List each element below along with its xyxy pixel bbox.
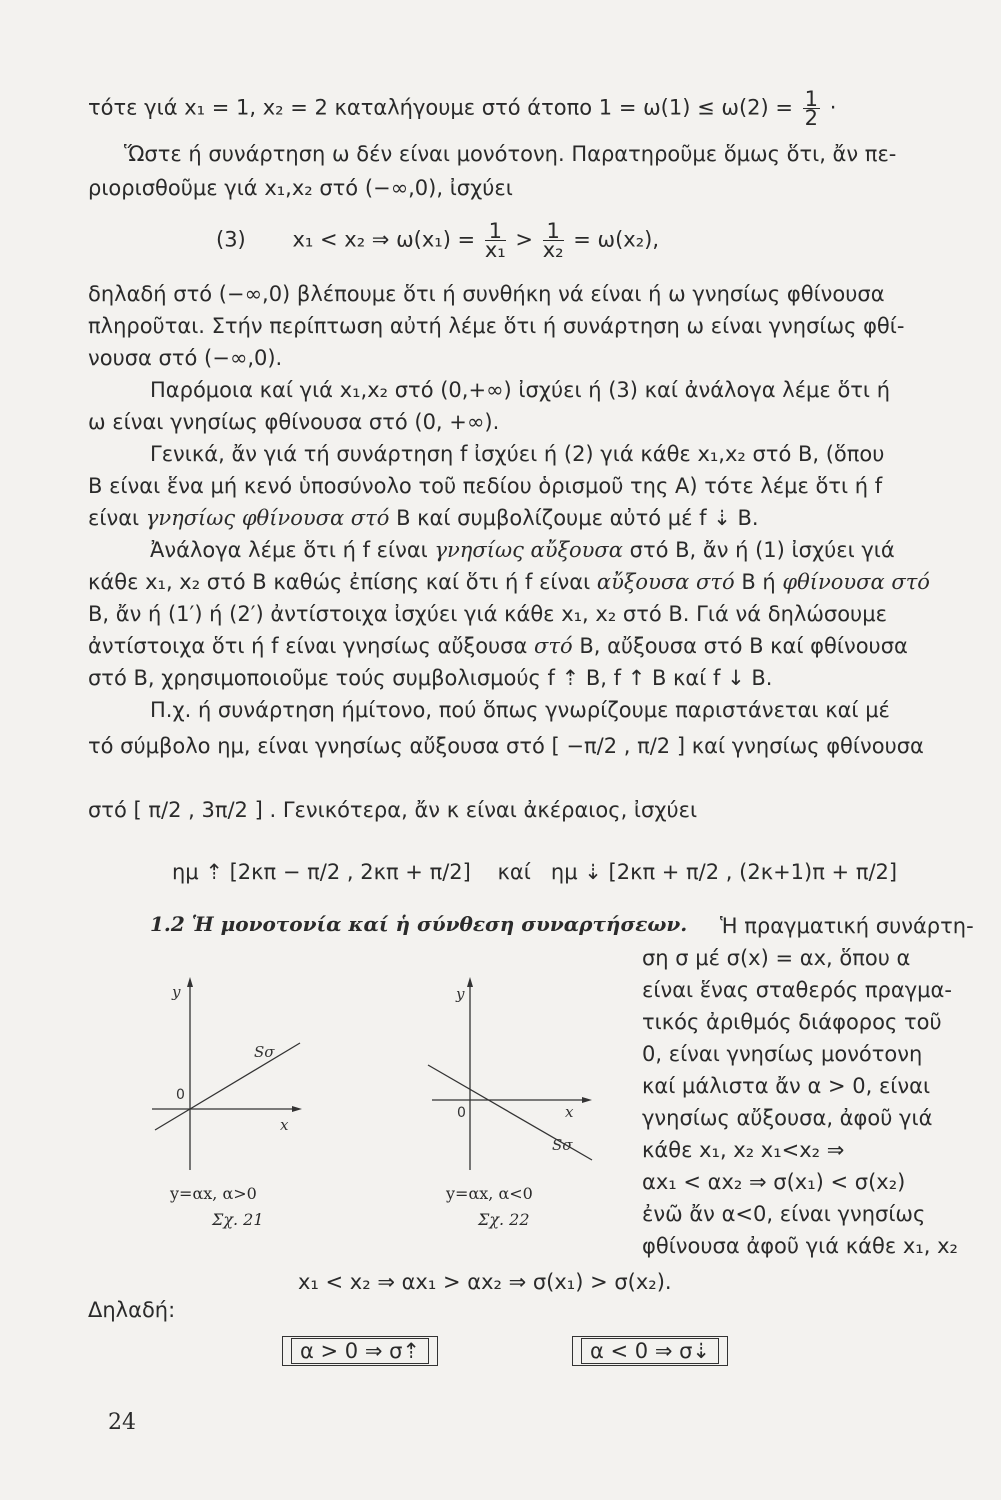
emphasis: φθίνουσα στό [782,570,930,594]
right-col-3: είναι ἕνας σταθερός πραγμα- [642,978,952,1002]
emphasis: στό [534,634,573,658]
text: στό B, ἄν ή (1) ἰσχύει γιά [629,538,895,562]
fraction [484,219,506,262]
box-increasing [282,1336,438,1366]
frac-den: x₁ [484,238,506,262]
interval: [ −π/2 , π/2 ] [551,734,686,758]
text: ημ ⇣ [2κπ + π/2 , (2κ+1)π + π/2] [550,860,898,884]
figure-21-caption: y=αx, α>0 [170,1184,257,1203]
dilladi-label: Δηλαδή: [88,1298,176,1322]
frac-den: 2 [804,106,819,130]
text-line-16 [88,632,908,660]
x-axis-arrow [292,1106,302,1112]
text-line-19 [88,732,924,760]
equation-label: (3) [216,227,246,252]
box-text: α < 0 ⇒ σ⇣ [581,1338,719,1364]
box-decreasing [572,1336,728,1366]
right-col-9: αx₁ < αx₂ ⇒ σ(x₁) < σ(x₂) [642,1170,906,1194]
section-number: 1.2 [150,912,185,936]
text: x₁ < x₂ ⇒ ω(x₁) = [292,227,476,252]
figure-21 [150,975,310,1175]
text: . Γενικότερα, ἄν κ είναι ἀκέραιος, ἰσχύει [269,798,698,822]
equation-3 [216,219,660,262]
figure-22 [420,975,620,1175]
text: Ἀνάλογα λέμε ὅτι ή f είναι [150,538,428,562]
text: ἀντίστοιχα ὅτι ή f είναι γνησίως αὔξουσα [88,634,528,658]
text: καί γνησίως φθίνουσα [691,734,924,758]
text-line-5: δηλαδή στό (−∞,0) βλέπουμε ὅτι ή συνθήκη νά είναι ή ω γνησίως φθίνουσα [88,282,885,306]
text: B, αὔξουσα στό B καί φθίνουσα [579,634,908,658]
y-axis-arrow [467,977,473,987]
text-line-11: B είναι ἕνα μή κενό ὑποσύνολο τοῦ πεδίου ὁρισμοῦ της A) τότε λέμε ὅτι ή f [88,474,883,498]
frac-den: x₂ [542,238,564,262]
right-col-5: 0, είναι γνησίως μονότονη [642,1042,923,1066]
final-implication: x₁ < x₂ ⇒ αx₁ > αx₂ ⇒ σ(x₁) > σ(x₂). [298,1270,672,1294]
text: ημ ⇡ [2κπ − π/2 , 2κπ + π/2] [172,860,471,884]
emphasis: αὔξουσα στό [596,570,735,594]
text-line-12 [88,504,759,532]
text-line-9: ω είναι γνησίως φθίνουσα στό (0, +∞). [88,410,500,434]
page-number: 24 [108,1410,136,1435]
text: κάθε x₁, x₂ στό B καθώς ἐπίσης καί ὅτι ή f είναι [88,570,591,594]
right-col-6: καί μάλιστα ἄν α > 0, είναι [642,1074,931,1098]
box-text: α > 0 ⇒ σ⇡ [291,1338,429,1364]
right-col-1: Ἡ πραγματική συνάρτη- [720,914,974,938]
y-label: y [172,983,181,1001]
text-line-13 [150,536,895,564]
text: > [515,227,534,252]
x-label: x [280,1116,289,1134]
frac-num: 1 [485,222,506,241]
emphasis: γνησίως φθίνουσα στό [145,506,390,530]
right-col-10: ἐνῶ ἄν α<0, είναι γνησίως [642,1202,926,1226]
right-col-11: φθίνουσα ἀφοῦ γιά κάθε x₁, x₂ [642,1234,958,1258]
fraction-one-half [803,87,820,130]
x-label: x [565,1103,574,1121]
text-line-14 [88,568,930,596]
text: = ω(x₂), [573,227,660,252]
text-line-8: Παρόμοια καί γιά x₁,x₂ στό (0,+∞) ἰσχύει ή (3) καί ἀνάλογα λέμε ὅτι ή [150,378,891,402]
text: B ή [741,570,776,594]
section-title: Ἡ μονοτονία καί ἡ σύνθεση συναρτήσεων. [191,912,688,936]
curve-label: Sσ [552,1136,573,1154]
curve-label: Sσ [254,1043,275,1061]
text-line-7: νουσα στό (−∞,0). [88,346,283,370]
text: καί [497,860,531,884]
text-line-20 [88,796,697,824]
text: τότε γιά x₁ = 1, x₂ = 2 καταλήγουμε στό άτοπο 1 = ω(1) ≤ ω(2) = [88,95,793,120]
figure-22-number: Σχ. 22 [478,1210,530,1229]
origin-label: 0 [176,1087,185,1103]
origin-label: 0 [457,1105,466,1121]
frac-num: 1 [804,87,819,111]
figure-21-number: Σχ. 21 [212,1210,264,1229]
text: είναι [88,506,140,530]
frac-num: 1 [543,222,564,241]
text-line-6: πληροῦται. Στήν περίπτωση αὐτή λέμε ὅτι ή συνάρτηση ω είναι γνησίως φθί- [88,314,905,338]
text-line-2: Ὥστε ή συνάρτηση ω δέν είναι μονότονη. Παρατηροῦμε ὅμως ὅτι, ἄν πε- [124,142,897,166]
text: · [829,95,837,120]
right-col-7: γνησίως αὔξουσα, ἀφοῦ γιά [642,1106,933,1130]
text: τό σύμβολο ημ, είναι γνησίως αὔξουσα στό [88,734,545,758]
text-line-10: Γενικά, ἄν γιά τή συνάρτηση f ἰσχύει ή (2) γιά κάθε x₁,x₂ στό B, (ὅπου [150,442,885,466]
right-col-2: ση σ μέ σ(x) = αx, ὅπου α [642,946,911,970]
text: στό [88,798,127,822]
text-line-17: στό B, χρησιμοποιοῦμε τούς συμβολισμούς f ⇡ B, f ↑ B καί f ↓ B. [88,666,773,690]
section-heading [150,912,687,936]
y-label: y [456,985,465,1003]
right-col-4: τικός ἀριθμός διάφορος τοῦ [642,1010,942,1034]
figure-22-caption: y=αx, α<0 [446,1184,533,1203]
text-line-18: Π.χ. ή συνάρτηση ήμίτονο, πού ὅπως γνωρίζουμε παριστάνεται καί μέ [150,698,890,722]
text-line-3: ριορισθοῦμε γιά x₁,x₂ στό (−∞,0), ἰσχύει [88,176,513,200]
fraction [542,219,564,262]
x-axis-arrow [582,1097,592,1103]
text-line-15: B, ἄν ή (1′) ή (2′) ἀντίστοιχα ἰσχύει γιά κάθε x₁, x₂ στό B. Γιά νά δηλώσουμε [88,602,887,626]
y-axis-arrow [187,977,193,987]
emphasis: γνησίως αὔξουσα [434,538,623,562]
text-line-1 [88,87,837,130]
right-col-8: κάθε x₁, x₂ x₁<x₂ ⇒ [642,1138,845,1162]
text-line-21 [172,858,897,886]
interval: [ π/2 , 3π/2 ] [133,798,263,822]
text: B καί συμβολίζουμε αὐτό μέ f ⇣ B. [396,506,759,530]
